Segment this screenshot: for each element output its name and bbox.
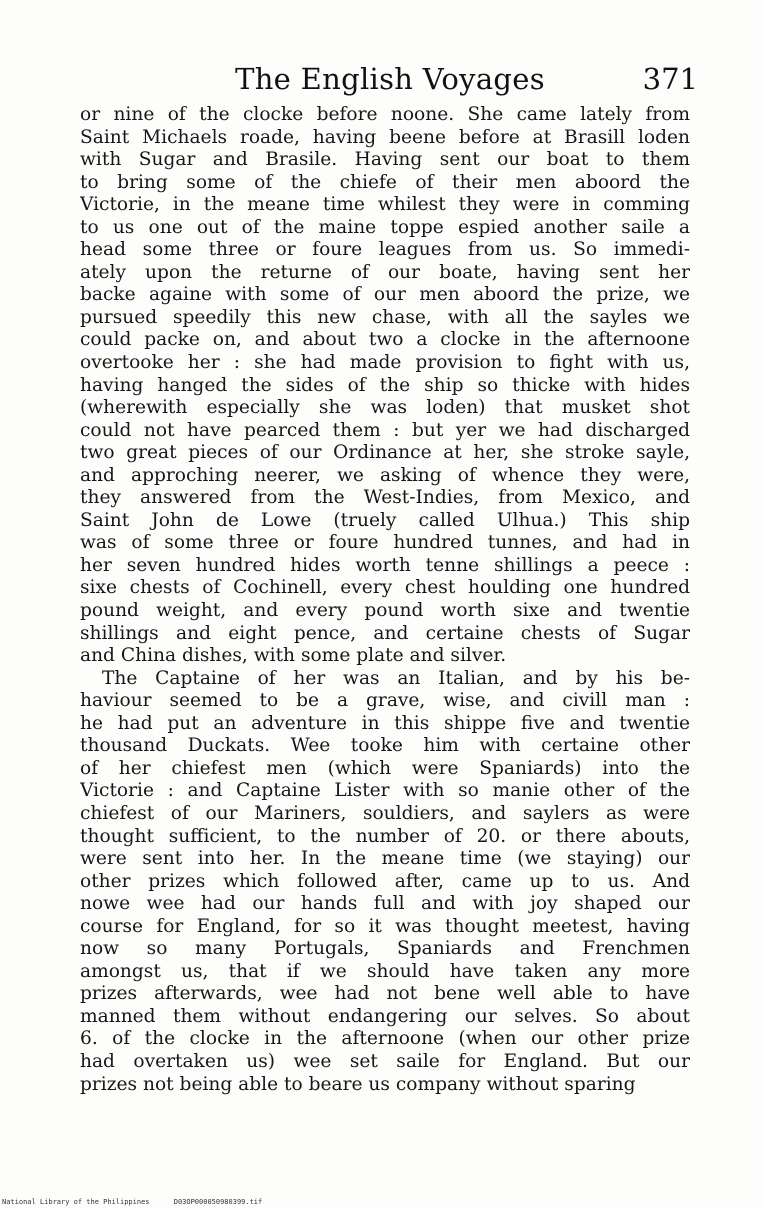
- text-line: was of some three or foure hundred tunnes, and had in: [80, 532, 690, 554]
- text-line: could not have pearced them : but yer we had discharged: [80, 419, 690, 441]
- text-line: manned them without endangering our selves. So about: [80, 1005, 690, 1027]
- text-line: pursued speedily this new chase, with all the sayles we: [80, 306, 690, 328]
- text-line: to us one out of the maine toppe espied another saile a: [80, 216, 690, 238]
- text-line: and approching neerer, we asking of whence they were,: [80, 464, 690, 486]
- page-title: The English Voyages: [235, 62, 545, 96]
- text-line: amongst us, that if we should have taken any more: [80, 960, 690, 982]
- text-line: thought sufficient, to the number of 20. or there abouts,: [80, 825, 690, 847]
- body-text: [80, 104, 690, 1096]
- text-line: two great pieces of our Ordinance at her, she stroke sayle,: [80, 442, 690, 464]
- text-line: Saint Michaels roade, having beene before at Brasill loden: [80, 126, 690, 148]
- page-number: 371: [642, 62, 698, 96]
- file-id: D03OP000050980399.tif: [173, 1198, 263, 1206]
- text-line: of her chiefest men (which were Spaniards) into the: [80, 757, 690, 779]
- text-line: The Captaine of her was an Italian, and by his be-: [102, 667, 690, 689]
- text-line: had overtaken us) wee set saile for England. But our: [80, 1050, 690, 1072]
- text-line: to bring some of the chiefe of their men aboord the: [80, 171, 690, 193]
- text-line: (wherewith especially she was loden) that musket shot: [80, 397, 690, 419]
- text-line: he had put an adventure in this shippe five and twentie: [80, 712, 690, 734]
- text-line: Victorie : and Captaine Lister with so manie other of the: [80, 780, 690, 802]
- scan-footer: [2, 1198, 282, 1206]
- text-line: her seven hundred hides worth tenne shillings a peece :: [80, 554, 690, 576]
- text-line: pound weight, and every pound worth sixe and twentie: [80, 600, 690, 622]
- text-line: prizes not being able to beare us company without sparing: [80, 1073, 636, 1095]
- text-line: backe againe with some of our men aboord the prize, we: [80, 284, 690, 306]
- text-line: thousand Duckats. Wee tooke him with certaine other: [80, 735, 690, 757]
- text-line: haviour seemed to be a grave, wise, and civill man :: [80, 690, 690, 712]
- text-line: overtooke her : she had made provision to fight with us,: [80, 352, 690, 374]
- text-line: course for England, for so it was thought meetest, having: [80, 915, 690, 937]
- text-line: other prizes which followed after, came up to us. And: [80, 870, 690, 892]
- text-line: 6. of the clocke in the afternoone (when our other prize: [80, 1028, 690, 1050]
- text-line: now so many Portugals, Spaniards and Frenchmen: [80, 938, 690, 960]
- text-line: could packe on, and about two a clocke in the afternoone: [80, 329, 690, 351]
- text-line: shillings and eight pence, and certaine chests of Sugar: [80, 622, 690, 644]
- text-line: chiefest of our Mariners, souldiers, and saylers as were: [80, 802, 690, 824]
- text-line: and China dishes, with some plate and silver.: [80, 645, 507, 667]
- text-line: sixe chests of Cochinell, every chest houlding one hundred: [80, 577, 690, 599]
- text-line: ately upon the returne of our boate, having sent her: [80, 261, 690, 283]
- running-header: [82, 62, 698, 102]
- text-line: Saint John de Lowe (truely called Ulhua.) This ship: [80, 509, 690, 531]
- text-line: head some three or foure leagues from us. So immedi-: [80, 239, 690, 261]
- text-line: they answered from the West-Indies, from Mexico, and: [80, 487, 690, 509]
- text-line: Victorie, in the meane time whilest they were in comming: [80, 194, 690, 216]
- text-line: nowe wee had our hands full and with joy shaped our: [80, 893, 690, 915]
- text-line: or nine of the clocke before noone. She came lately from: [80, 104, 690, 125]
- text-line: were sent into her. In the meane time (we staying) our: [80, 848, 690, 870]
- text-line: prizes afterwards, wee had not bene well able to have: [80, 983, 690, 1005]
- library-credit: National Library of the Philippines: [2, 1198, 150, 1206]
- text-line: having hanged the sides of the ship so thicke with hides: [80, 374, 690, 396]
- text-line: with Sugar and Brasile. Having sent our boat to them: [80, 149, 690, 171]
